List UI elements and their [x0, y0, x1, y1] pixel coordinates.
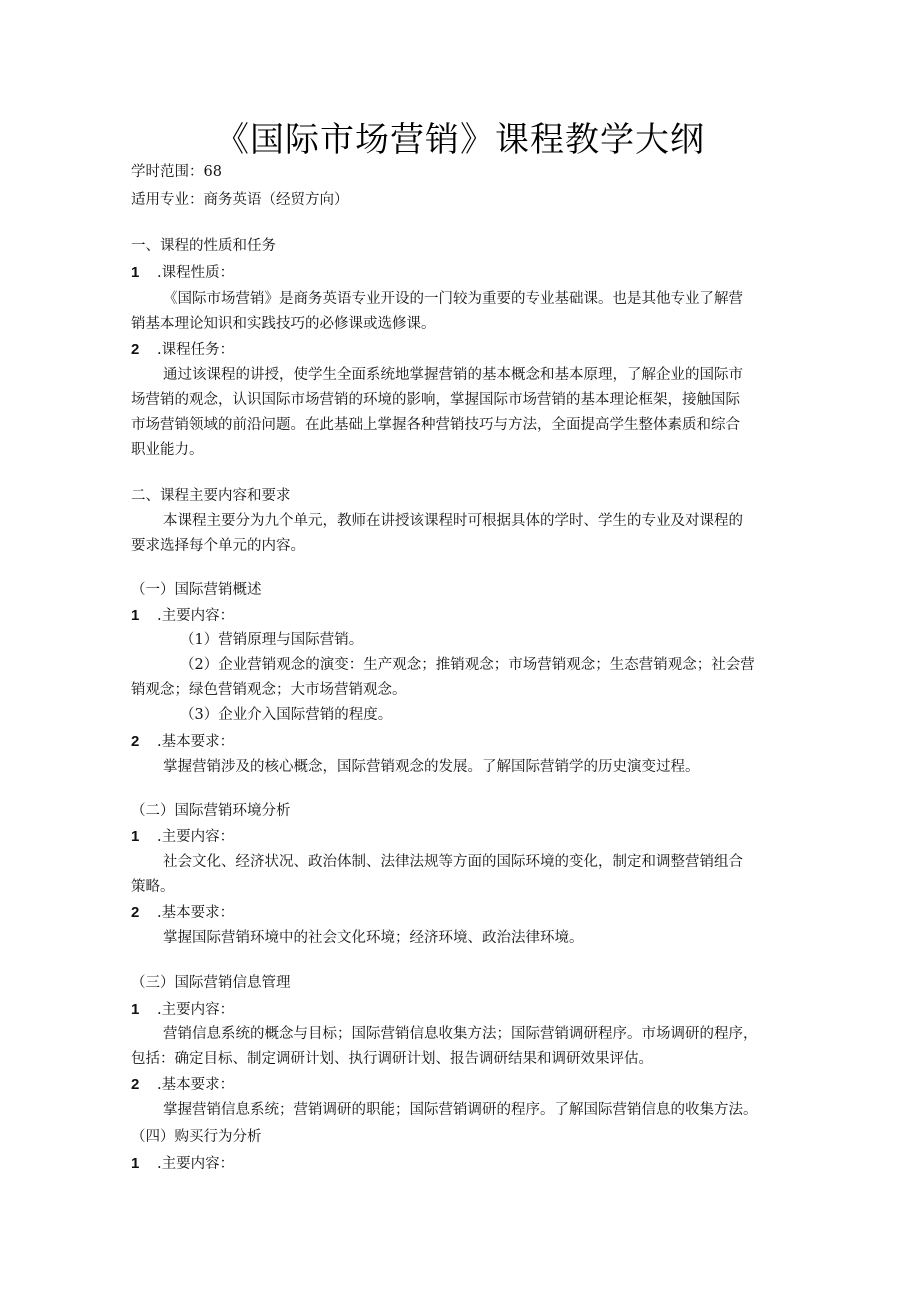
section-1-heading: 一、课程的性质和任务	[131, 238, 276, 254]
paragraph-line: 职业能力。	[131, 442, 204, 458]
item-label: .课程性质：	[157, 265, 235, 281]
u4-content-label	[131, 1151, 791, 1177]
item-number: 2	[131, 904, 140, 921]
u1-requirement-label	[131, 729, 791, 755]
u3-requirement-label	[131, 1072, 791, 1098]
paragraph-line: 《国际市场营销》是商务英语专业开设的一门较为重要的专业基础课。也是其他专业了解营	[163, 291, 743, 307]
paragraph-line: 掌握国际营销环境中的社会文化环境；经济环境、政治法律环境。	[163, 930, 584, 946]
item-label: .主要内容：	[157, 1156, 235, 1172]
item-label: .课程任务：	[157, 342, 235, 358]
paragraph-line: 社会文化、经济状况、政治体制、法律法规等方面的国际环境的变化，制定和调整营销组合	[163, 854, 743, 870]
paragraph-line: 场营销的观念，认识国际市场营销的环境的影响，掌握国际市场营销的基本理论框架，接触国际	[131, 392, 740, 408]
item-number: 2	[131, 733, 140, 750]
unit-2-heading: （二）国际营销环境分析	[131, 803, 291, 819]
paragraph-line: 要求选择每个单元的内容。	[131, 538, 305, 554]
item-number: 2	[131, 341, 140, 358]
unit-3-heading: （三）国际营销信息管理	[131, 975, 291, 991]
paragraph-line: 策略。	[131, 879, 175, 895]
item-number: 1	[131, 264, 140, 281]
unit-1-heading: （一）国际营销概述	[131, 582, 262, 598]
hours-line: 学时范围：68	[131, 164, 222, 180]
s1-item-1	[131, 260, 791, 286]
u2-content-label	[131, 824, 791, 850]
item-number: 1	[131, 1001, 140, 1018]
item-label: .基本要求：	[157, 734, 235, 750]
section-2-heading: 二、课程主要内容和要求	[131, 488, 291, 504]
item-label: .基本要求：	[157, 1077, 235, 1093]
paragraph-line: 市场营销领域的前沿问题。在此基础上掌握各种营销技巧与方法，全面提高学生整体素质和综合	[131, 417, 740, 433]
u1-content-label	[131, 603, 791, 629]
item-label: .基本要求：	[157, 905, 235, 921]
item-label: .主要内容：	[157, 608, 235, 624]
list-item: （2）企业营销观念的演变：生产观念；推销观念；市场营销观念；生态营销观念；社会营	[180, 657, 755, 673]
unit-4-heading: （四）购买行为分析	[131, 1129, 262, 1145]
item-number: 1	[131, 828, 140, 845]
list-item: 销观念；绿色营销观念；大市场营销观念。	[131, 682, 407, 698]
s1-item-2	[131, 337, 791, 363]
paragraph-line: 掌握营销信息系统；营销调研的职能；国际营销调研的程序。了解国际营销信息的收集方法。	[163, 1102, 758, 1118]
item-number: 1	[131, 607, 140, 624]
item-number: 2	[131, 1076, 140, 1093]
item-number: 1	[131, 1155, 140, 1172]
paragraph-line: 营销信息系统的概念与目标；国际营销信息收集方法；国际营销调研程序。市场调研的程序，	[163, 1026, 758, 1042]
list-item: （3）企业介入国际营销的程度。	[180, 707, 393, 723]
item-label: .主要内容：	[157, 1002, 235, 1018]
paragraph-line: 本课程主要分为九个单元，教师在讲授该课程时可根据具体的学时、学生的专业及对课程的	[163, 513, 743, 529]
major-line: 适用专业：商务英语（经贸方向）	[131, 192, 349, 208]
paragraph-line: 通过该课程的讲授，使学生全面系统地掌握营销的基本概念和基本原理，了解企业的国际市	[163, 367, 743, 383]
u2-requirement-label	[131, 900, 791, 926]
list-item: （1）营销原理与国际营销。	[180, 632, 364, 648]
item-label: .主要内容：	[157, 829, 235, 845]
paragraph-line: 掌握营销涉及的核心概念，国际营销观念的发展。了解国际营销学的历史演变过程。	[163, 759, 700, 775]
paragraph-line: 包括：确定目标、制定调研计划、执行调研计划、报告调研结果和调研效果评估。	[131, 1051, 653, 1067]
document-title: 《国际市场营销》课程教学大纲	[215, 120, 705, 160]
paragraph-line: 销基本理论知识和实践技巧的必修课或选修课。	[131, 316, 436, 332]
u3-content-label	[131, 997, 791, 1023]
